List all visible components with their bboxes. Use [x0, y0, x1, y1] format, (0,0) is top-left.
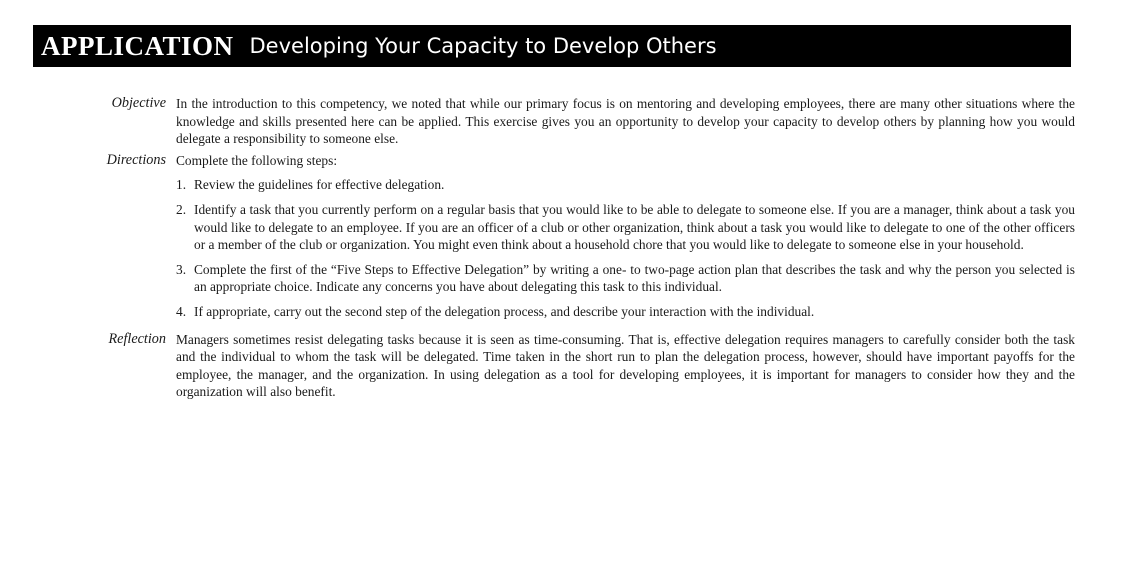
- objective-label: Objective: [111, 95, 166, 111]
- application-banner: [33, 25, 1071, 67]
- reflection-text: Managers sometimes resist delegating tasks because it is seen as time-consuming. That is, effective delegation requires managers to carefully consider both the task and the individual to whom the task will be delegated. Time taken in the short run to plan the delegation process, however, should have important payoffs for the employee, the manager, and the organization. In using delegation as a tool for developing employees, it is important for managers to consider how they and the organization will also benefit.: [176, 331, 1075, 400]
- step-number: 1.: [176, 177, 187, 193]
- directions-intro: Complete the following steps:: [176, 152, 338, 168]
- step-text: Identify a task that you currently perform on a regular basis that you would like to be able to delegate to someone else. If you are a manager, think about a task you would like to delegate to an employee. If you are an officer of a club or other organization, think about a task you would like to delegate to one of the other officers or a member of the club or organization. You might even think about a household chore that you would like to delegate to someone else in your household.: [194, 201, 1075, 253]
- list-item: [176, 176, 1075, 194]
- banner-subtitle: Developing Your Capacity to Develop Others: [249, 34, 717, 58]
- banner-title: APPLICATION: [41, 30, 234, 61]
- reflection-label: Reflection: [108, 330, 166, 347]
- step-number: 4.: [176, 303, 187, 319]
- list-item: [176, 201, 1075, 254]
- directions-section: [60, 152, 1075, 328]
- exercise-content: [60, 95, 1075, 404]
- directions-steps: [176, 176, 1075, 320]
- step-text: Complete the first of the “Five Steps to Effective Delegation” by writing a one- to two-page action plan that describes the task and why the person you selected is an appropriate choice. Indicate any concerns you have about delegating this task to this individual.: [194, 261, 1075, 295]
- directions-label: Directions: [106, 151, 166, 168]
- step-number: 2.: [176, 201, 187, 217]
- objective-section: [60, 95, 1075, 148]
- list-item: [176, 261, 1075, 296]
- objective-text: In the introduction to this competency, we noted that while our primary focus is on mentoring and developing employees, there are many other situations where the knowledge and skills presented here can be applied. This exercise gives you an opportunity to develop your capacity to develop others by planning how you would delegate a responsibility to someone else.: [176, 96, 1075, 147]
- step-text: If appropriate, carry out the second step of the delegation process, and describe your interaction with the individual.: [194, 303, 815, 319]
- list-item: [176, 303, 1075, 321]
- step-number: 3.: [176, 261, 187, 277]
- step-text: Review the guidelines for effective delegation.: [194, 177, 445, 193]
- reflection-section: [60, 331, 1075, 401]
